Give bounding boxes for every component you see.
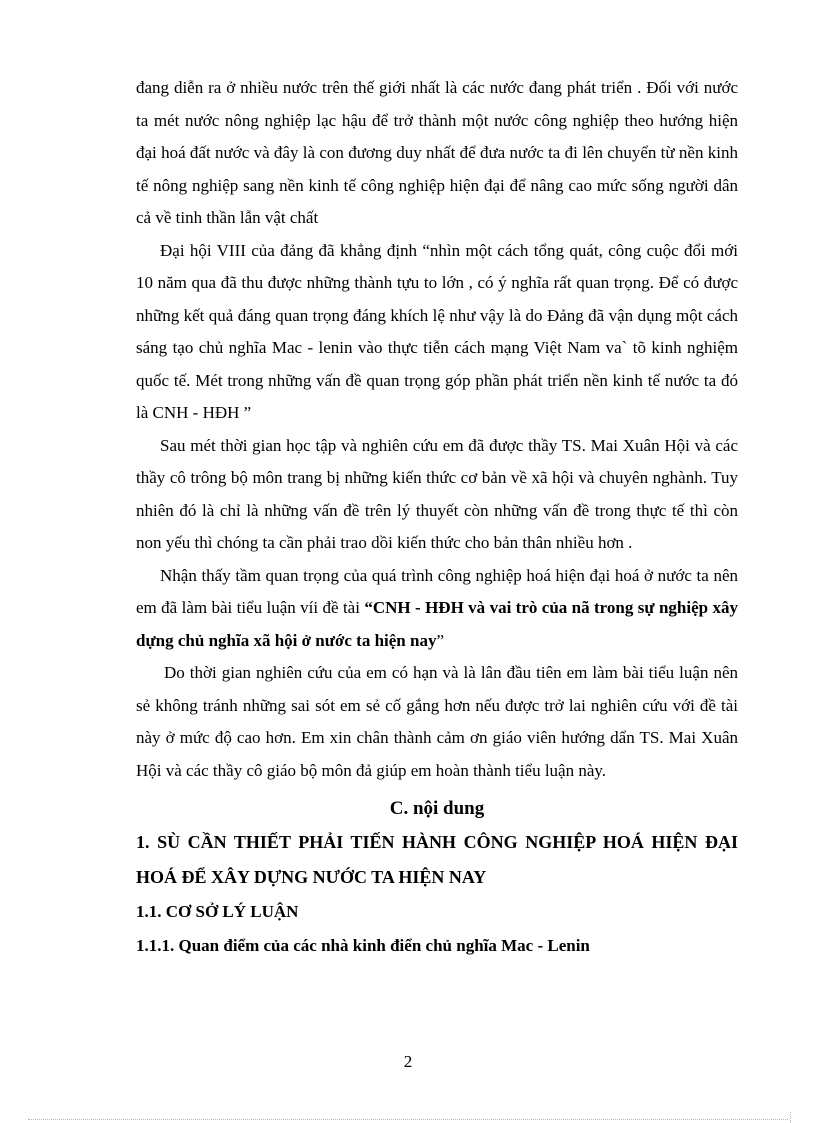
paragraph-2: Đại hội VIII của đảng đã khẳng định “nhìn một cách tổng quát, công cuộc đổi mới 10 năm qua đã thu được những thành tựu to lớn , có ý nghĩa rất quan trọng. Để có được những kết quả đáng quan trọng đáng khích lệ như vậy là do Đảng đã vận dụng một cách sáng tạo chủ nghĩa Mac - lenin vào thực tiễn cách mạng Việt Nam va` tõ kinh nghiệm quốc tế. Mét trong những vấn đề quan trọng góp phần phát triển nền kinh tế nước ta đó là CNH - HĐH ” <box>136 240 738 422</box>
page-content <box>136 72 738 963</box>
paragraph-4-end: ” <box>436 630 444 650</box>
paragraph-5: Do thời gian nghiên cứu của em có hạn và là lân đầu tiên em làm bài tiểu luận nên sẻ không tránh những sai sót em sẻ cố gắng hơn nếu được trở lai nghiên cứu với đề tài này ở mức độ cao hơn. Em xin chân thành cảm ơn giáo viên hướng dẩn TS. Mai Xuân Hội và các thầy cô giáo bộ môn đả giúp em hoàn thành tiểu luận này. <box>136 663 738 780</box>
paragraph-4-text: Nhận thấy tầm quan trọng của quá trình công nghiệp hoá hiện đại hoá ở nước ta nên em đã làm bài tiểu luận víi đề tài <box>136 565 738 617</box>
page-number: 2 <box>403 1052 413 1071</box>
section-heading: C. nội dung <box>389 798 485 819</box>
paragraph-3: Sau mét thời gian học tập và nghiên cứu em đã được thầy TS. Mai Xuân Hội và các thầy cô trông bộ môn trang bị những kiến thức cơ bản về xã hội và chuyên nghành. Tuy nhiên đó là chỉ là những vấn đề trên lý thuyết còn những vấn đề trong thực tế thì còn non yếu thì chóng ta cần phải trao dồi kiến thức cho bản thân nhiều hơn . <box>136 435 738 552</box>
page-bottom-divider <box>28 1119 788 1120</box>
page-corner-mark <box>790 1112 791 1123</box>
paragraph-1: đang diễn ra ở nhiều nước trên thế giới nhất là các nước đang phát triển . Đối với nước ta mét nước nông nghiệp lạc hậu để trở thành một nước công nghiệp theo hướng hiện đại hoá đất nước và đây là con đương duy nhất để đưa nước ta đi lên chuyển từ nền kinh tế nông nghiệp sang nền kinh tế công nghiệp hiện đại để nâng cao mức sống người dân cả về tinh thần lẫn vật chất <box>136 78 738 227</box>
subsection-heading: 1.1. CƠ SỞ LÝ LUẬN <box>136 902 299 921</box>
chapter-heading: 1. SÙ CẦN THIẾT PHẢI TIẾN HÀNH CÔNG NGHIỆP HOÁ HIỆN ĐẠI HOÁ ĐỂ XÂY DỰNG NƯỚC TA HIỆN NAY <box>136 832 738 887</box>
paragraph-4 <box>136 560 738 658</box>
thesis-title: “CNH - HĐH và vai trò của nã trong sự nghiệp xây dựng chủ nghĩa xã hội ở nước ta hiện nay <box>136 598 738 650</box>
subsubsection-heading: 1.1.1. Quan điểm của các nhà kinh điển chủ nghĩa Mac - Lenin <box>136 936 590 955</box>
